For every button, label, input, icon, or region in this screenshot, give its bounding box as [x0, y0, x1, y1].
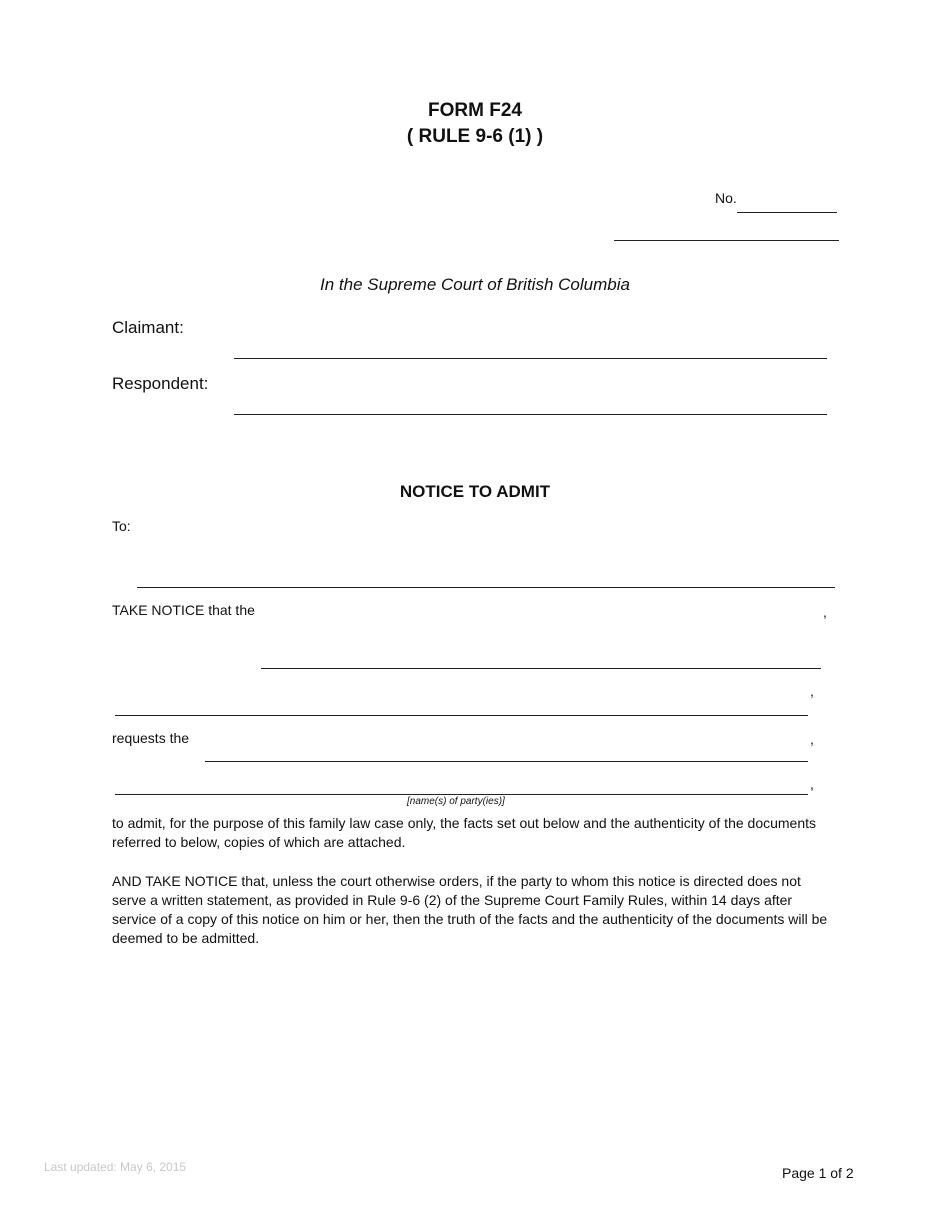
comma-3: ,: [810, 731, 814, 747]
party-names-caption: [name(s) of party(ies)]: [407, 796, 505, 807]
notice-heading: NOTICE TO ADMIT: [399, 482, 551, 501]
comma-2: ,: [810, 683, 814, 699]
to-label: To:: [112, 518, 131, 534]
form-title: FORM F24: [428, 100, 522, 121]
court-name: In the Supreme Court of British Columbia: [320, 275, 630, 294]
claimant-label: Claimant:: [112, 318, 184, 337]
take-notice-label: TAKE NOTICE that the: [112, 602, 255, 618]
requesting-party-field-2[interactable]: [115, 715, 808, 716]
requested-party-field-2[interactable]: [115, 794, 808, 795]
comma-1: ,: [823, 604, 827, 620]
rule-reference: ( RULE 9-6 (1) ): [406, 126, 544, 147]
file-number-label: No.: [715, 190, 737, 206]
to-field[interactable]: [137, 587, 835, 588]
comma-4: ,: [810, 776, 814, 792]
file-number-field[interactable]: [737, 212, 837, 213]
requests-label: requests the: [112, 730, 190, 746]
respondent-label: Respondent:: [112, 374, 209, 393]
last-updated: Last updated: May 6, 2015: [44, 1160, 187, 1174]
requesting-party-field[interactable]: [261, 668, 821, 669]
notice-paragraph-1: to admit, for the purpose of this family law case only, the facts set out below and the authenticity of the documents referred to below, copies of which are attached.: [112, 815, 817, 850]
page-number: Page 1 of 2: [782, 1165, 854, 1181]
registry-field[interactable]: [614, 240, 839, 241]
respondent-field[interactable]: [234, 414, 827, 415]
requested-party-field[interactable]: [205, 761, 808, 762]
claimant-field[interactable]: [234, 358, 827, 359]
notice-paragraph-2: AND TAKE NOTICE that, unless the court otherwise orders, if the party to whom this notice is directed does not serve a written statement, as provided in Rule 9-6 (2) of the Supreme Court Family Rules, within 14 days after service of a copy of this notice on him or her, then the truth of the facts and the authenticity of the documents will be deemed to be admitted.: [112, 873, 828, 946]
